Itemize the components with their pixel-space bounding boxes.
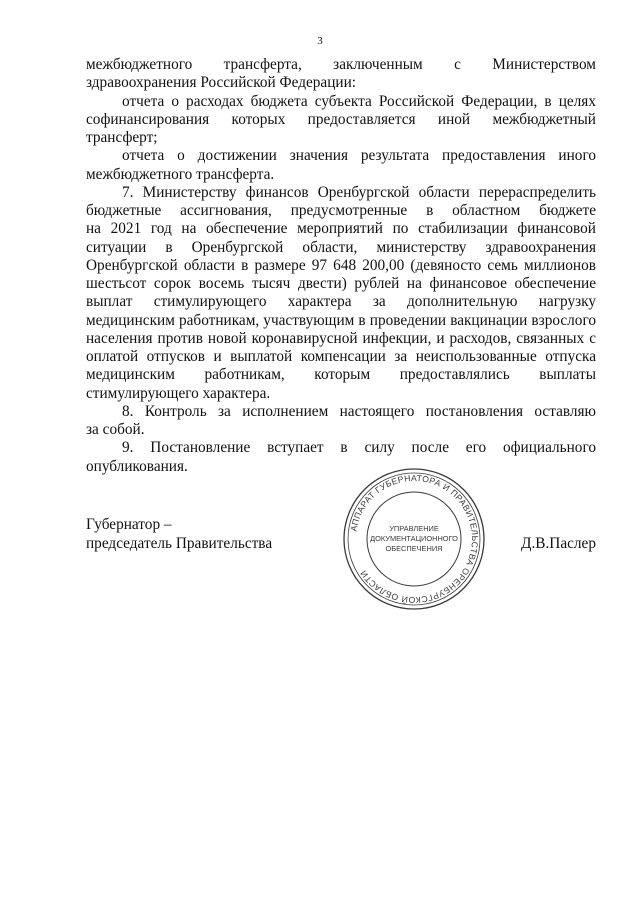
text-line: 7. Министерству финансов Оренбургской области перераспределить [122, 183, 596, 201]
signatory-title-line1: Губернатор – [86, 516, 172, 533]
text-line: софинансирования которых предоставляется иной межбюджетный [86, 110, 596, 128]
text-line: 8. Контроль за исполнением настоящего постановления оставляю [122, 402, 596, 420]
text-line: 9. Постановление вступает в силу после его официального [122, 439, 596, 457]
seal-center-line2: ДОКУМЕНТАЦИОННОГО [370, 534, 458, 543]
seal-center-line1: УПРАВЛЕНИЕ [389, 524, 439, 533]
text-line: медицинским работникам, участвующим в проведении вакцинации взрослого [86, 311, 596, 329]
text-line: межбюджетного трансферта. [86, 165, 275, 183]
text-line: выплат стимулирующего характера за дополнительную нагрузку [86, 293, 596, 311]
text-line: межбюджетного трансферта, заключенным с Министерством [86, 56, 596, 73]
official-seal [342, 467, 486, 611]
text-line: здравоохранения Российской Федерации: [86, 74, 357, 92]
signatory-title-line2: председатель Правительства [86, 535, 273, 552]
text-line: трансферт; [86, 129, 158, 146]
text-line: отчета о расходах бюджета субъекта Российской Федерации, в целях [122, 92, 596, 110]
text-line: Оренбургской области в размере 97 648 200,00 (девяносто семь миллионов [86, 256, 596, 274]
document-body [86, 56, 596, 476]
text-line: опубликования. [86, 457, 188, 475]
seal-center-line3: ОБЕСПЕЧЕНИЯ [385, 544, 443, 553]
text-line: на 2021 год на обеспечение мероприятий по стабилизации финансовой [86, 220, 596, 238]
text-line: стимулирующего характера. [86, 384, 271, 402]
text-line: медицинским работникам, которым предоставлялись выплаты [86, 366, 596, 384]
text-line: отчета о достижении значения результата предоставления иного [122, 147, 596, 165]
text-line: ситуации в Оренбургской области, министерству здравоохранения [86, 238, 596, 256]
text-line: за собой. [86, 421, 145, 438]
seal-ring-text: АППАРАТ ГУБЕРНАТОРА И ПРАВИТЕЛЬСТВА ОРЕНБУРГСКОЙ ОБЛАСТИ [348, 472, 481, 606]
page-number: 3 [317, 35, 323, 47]
text-line: оплатой отпусков и выплатой компенсации за неиспользованные отпуска [86, 348, 596, 365]
signatory-name: Д.В.Паслер [521, 535, 596, 552]
text-line: бюджетные ассигнования, предусмотренные в областном бюджете [86, 202, 596, 219]
text-line: шестьсот сорок восемь тысяч двести) рублей на финансовое обеспечение [86, 275, 596, 292]
signatory-title [86, 515, 272, 553]
text-line: населения против новой коронавирусной инфекции, и расходов, связанных с [86, 329, 596, 347]
